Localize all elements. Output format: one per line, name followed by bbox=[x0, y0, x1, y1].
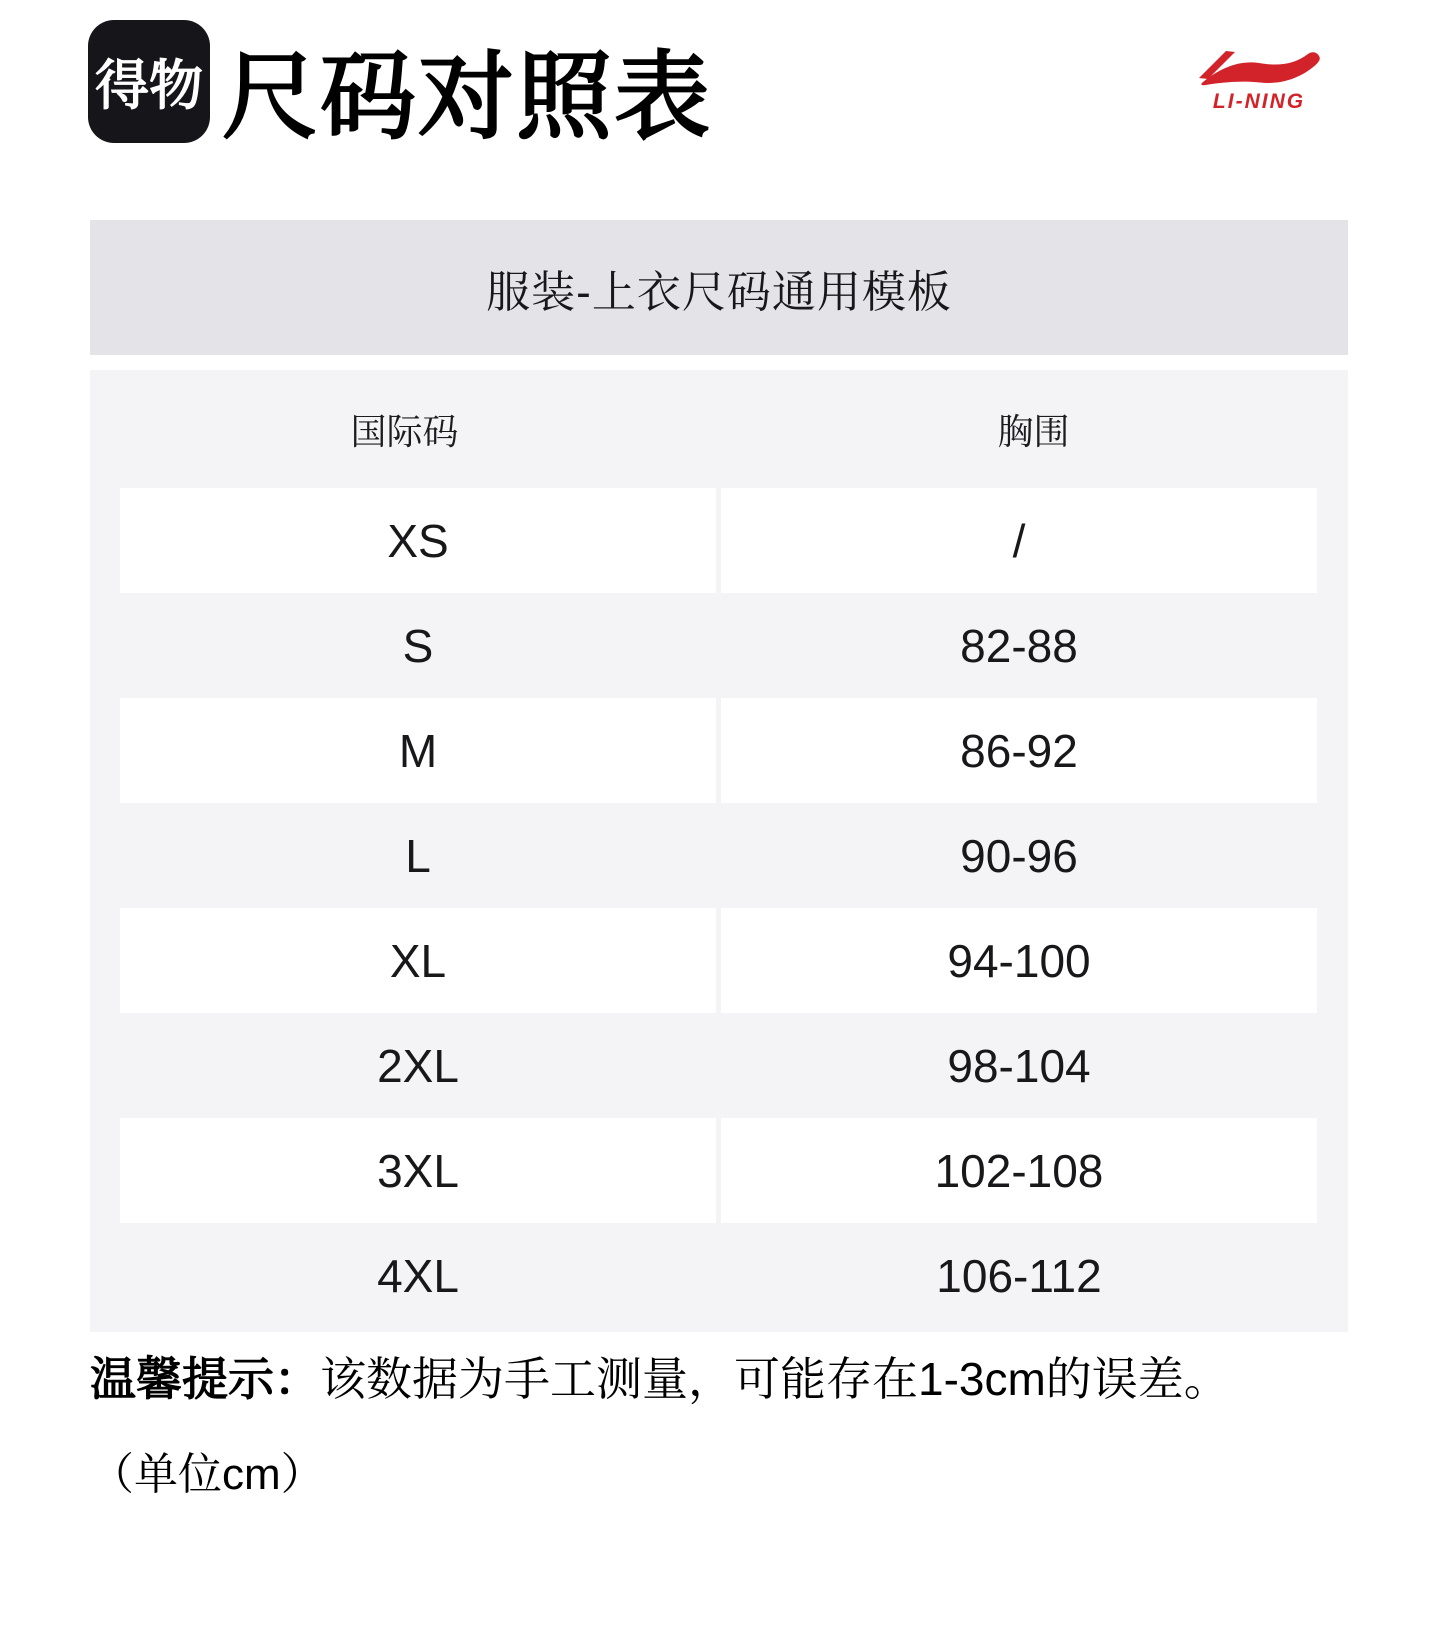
measurement-tip bbox=[90, 1348, 1360, 1410]
size-table bbox=[90, 370, 1348, 1332]
chest-cell: 102-108 bbox=[721, 1118, 1317, 1223]
chest-cell: 106-112 bbox=[936, 1249, 1102, 1302]
size-table-header bbox=[90, 370, 1348, 488]
dewu-app-logo bbox=[88, 20, 210, 143]
column-header-chest: 胸围 bbox=[997, 410, 1070, 452]
table-row bbox=[120, 1013, 1317, 1118]
size-cell: 3XL bbox=[120, 1118, 716, 1223]
size-cell: XL bbox=[120, 908, 716, 1013]
table-row bbox=[120, 593, 1317, 698]
lining-swoosh-icon bbox=[1195, 48, 1323, 88]
column-header-size: 国际码 bbox=[350, 410, 459, 452]
chest-cell: 90-96 bbox=[960, 829, 1078, 882]
tip-text: 该数据为手工测量，可能存在1-3cm的误差。 bbox=[320, 1353, 1230, 1405]
table-row bbox=[120, 488, 1317, 593]
chest-cell: 94-100 bbox=[721, 908, 1317, 1013]
lining-wordmark: LI-NING bbox=[1212, 90, 1306, 113]
chest-cell: 82-88 bbox=[960, 619, 1078, 672]
size-cell: M bbox=[120, 698, 716, 803]
template-banner bbox=[90, 220, 1348, 355]
template-banner-title: 服装-上衣尺码通用模板 bbox=[486, 267, 952, 317]
size-table-body bbox=[90, 488, 1348, 1328]
size-cell: 2XL bbox=[377, 1039, 459, 1092]
table-row bbox=[120, 1118, 1317, 1223]
tip-label: 温馨提示： bbox=[90, 1353, 320, 1405]
size-cell: 4XL bbox=[377, 1249, 459, 1302]
unit-note: （单位cm） bbox=[90, 1450, 325, 1499]
chest-cell: / bbox=[721, 488, 1317, 593]
chest-cell: 86-92 bbox=[721, 698, 1317, 803]
table-row bbox=[120, 803, 1317, 908]
lining-brand-logo bbox=[1192, 48, 1326, 114]
size-cell: S bbox=[402, 619, 434, 672]
dewu-logo-text: 得物 bbox=[95, 56, 203, 116]
size-cell: XS bbox=[120, 488, 716, 593]
table-row bbox=[120, 908, 1317, 1013]
page-title: 尺码对照表 bbox=[222, 44, 712, 151]
chest-cell: 98-104 bbox=[947, 1039, 1091, 1092]
table-row bbox=[120, 698, 1317, 803]
size-cell: L bbox=[405, 829, 431, 882]
table-row bbox=[120, 1223, 1317, 1328]
